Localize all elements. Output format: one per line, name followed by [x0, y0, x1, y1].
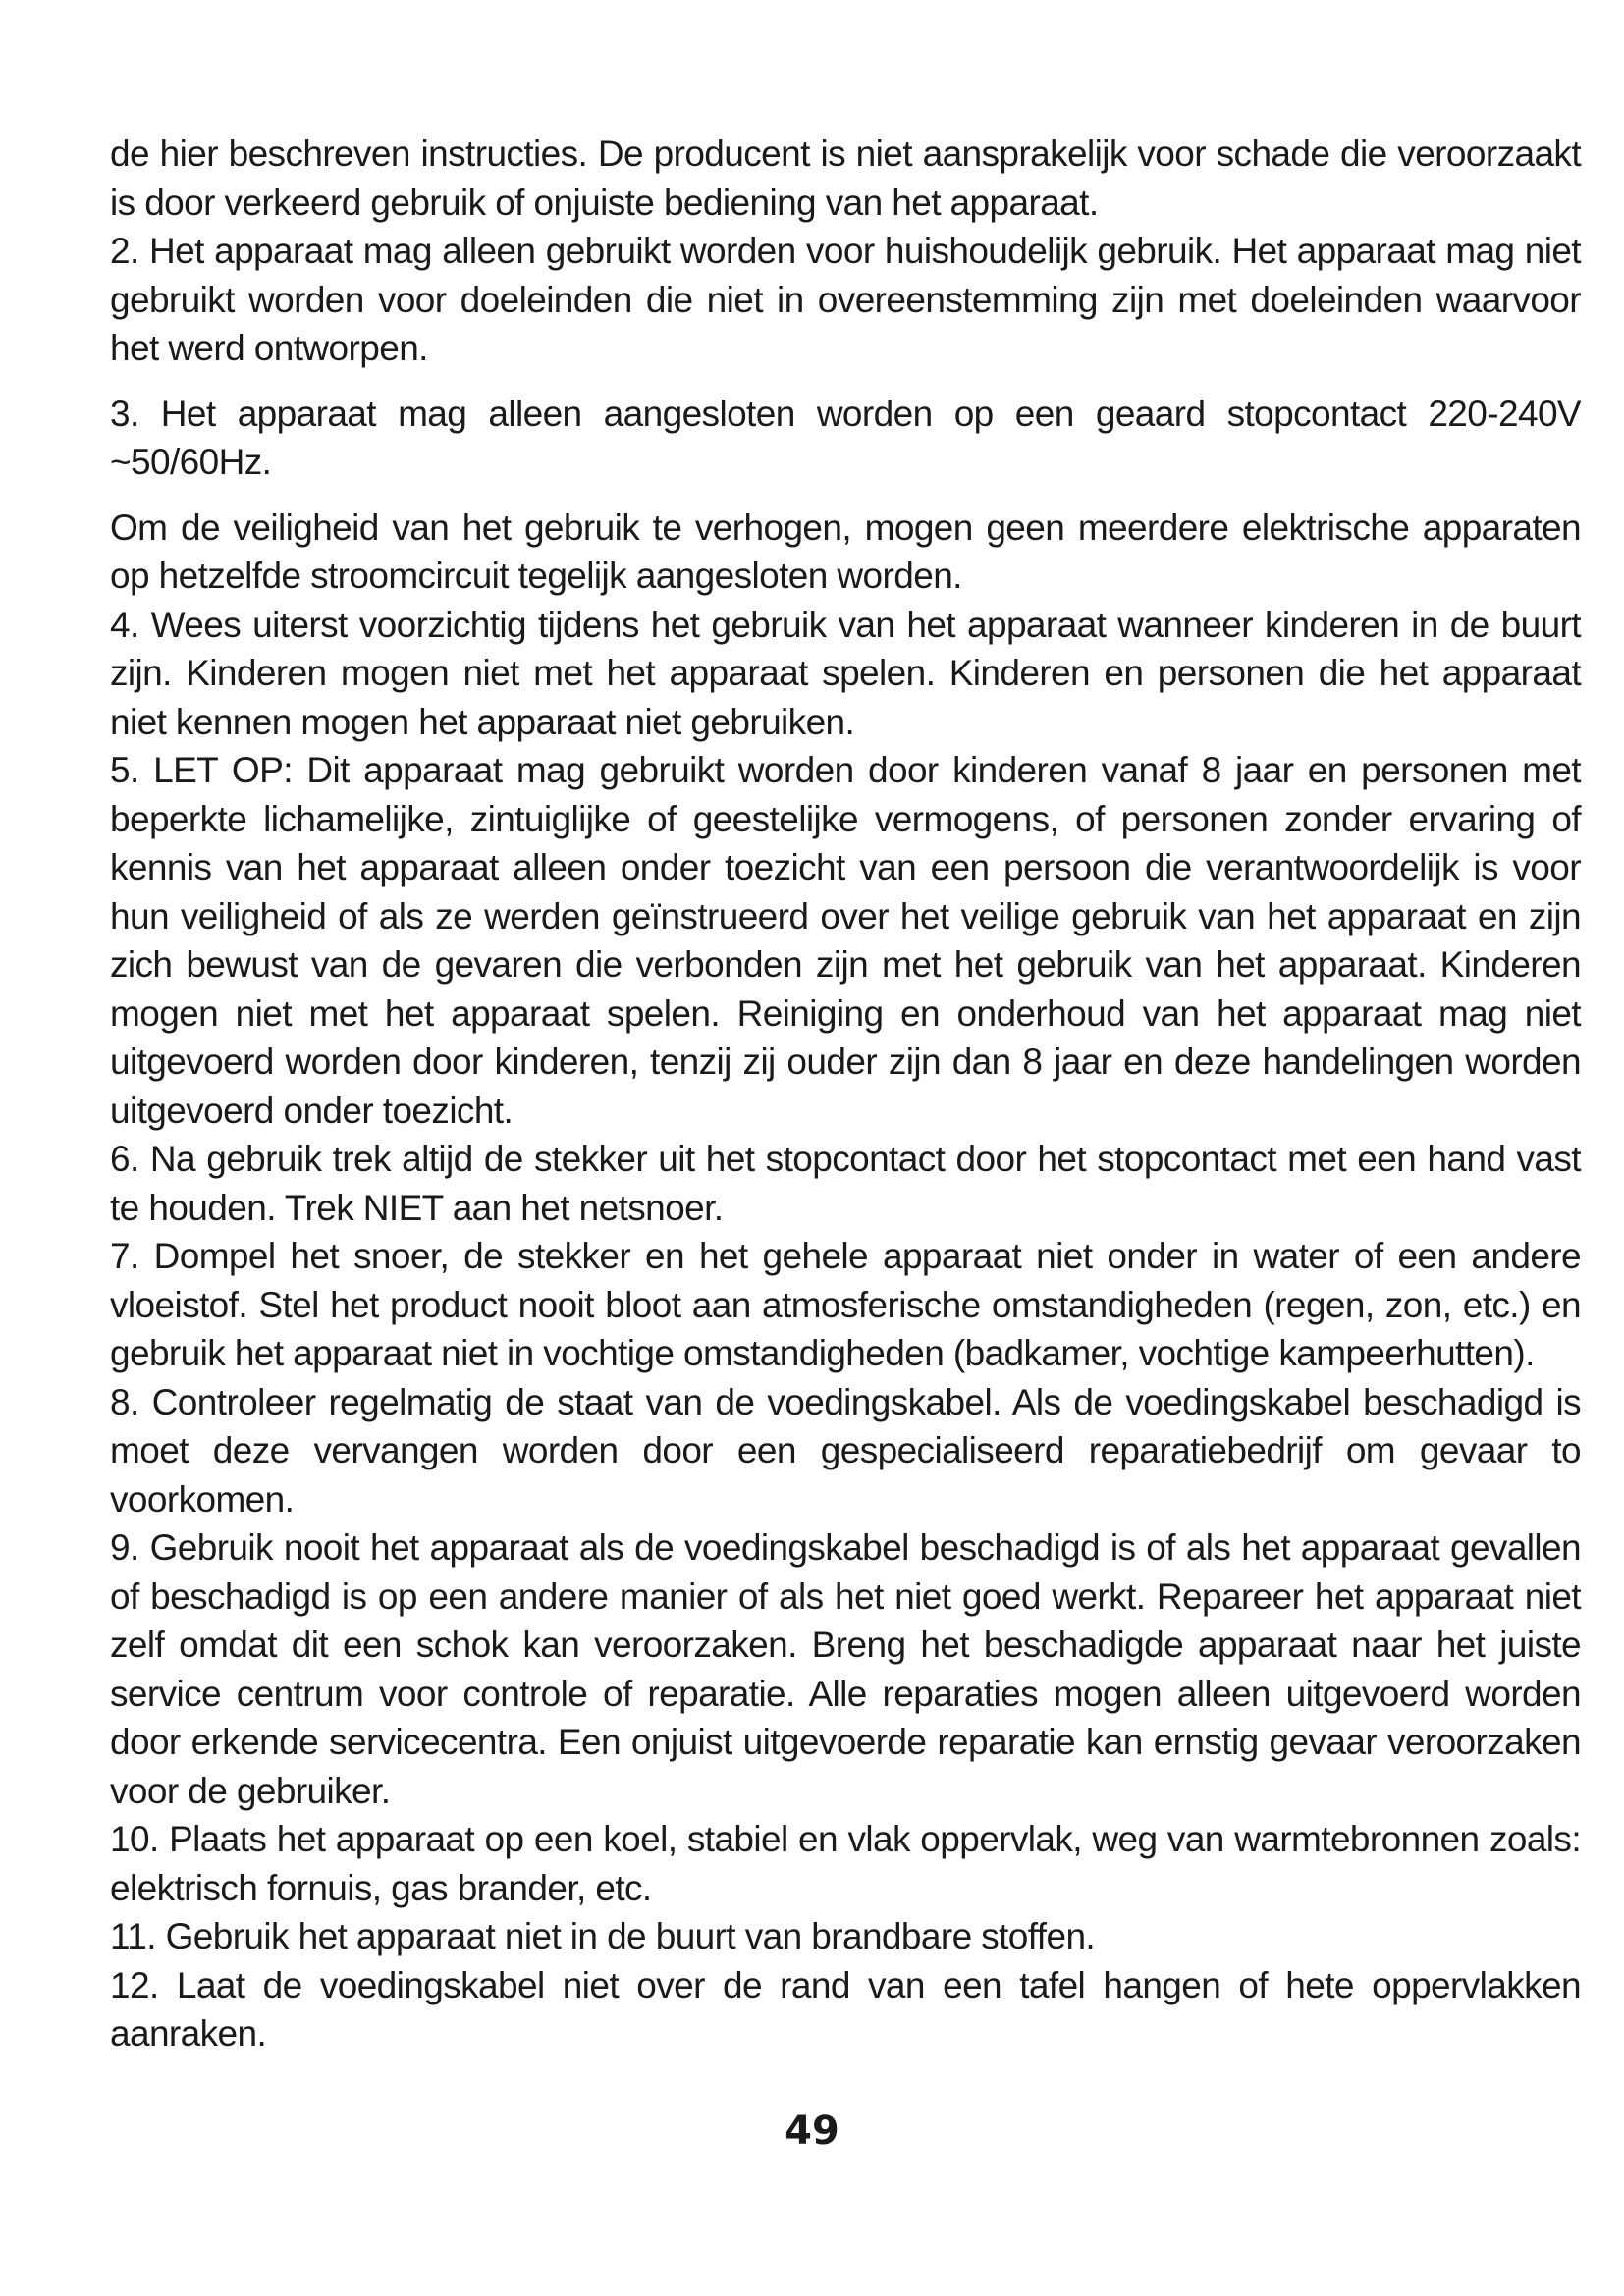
- page-number: 49: [785, 2109, 839, 2154]
- paragraph-intro-continued: de hier beschreven instructies. De producent is niet aansprakelijk voor schade die veroorzaakt is door verkeerd gebruik of onjuiste bediening van het apparaat.: [110, 133, 1581, 223]
- instruction-8: 8. Controleer regelmatig de staat van de voedingskabel. Als de voedingskabel beschadigd is moet deze vervangen worden door een gespecialiseerd reparatiebedrijf om gevaar to voorkomen.: [110, 1381, 1581, 1520]
- manual-page-body: [110, 130, 1581, 2058]
- instruction-10: 10. Plaats het apparaat op een koel, stabiel en vlak oppervlak, weg van warmtebronnen zoals: elektrisch fornuis, gas brander, etc.: [110, 1819, 1581, 1908]
- instruction-5: 5. LET OP: Dit apparaat mag gebruikt worden door kinderen vanaf 8 jaar en personen met beperkte lichamelijke, zintuiglijke of geestelijke vermogens, of personen zonder ervaring of kennis van het apparaat alleen onder toezicht van een persoon die verantwoordelijk is voor hun veiligheid of als ze werden geïnstrueerd over het veilige gebruik van het apparaat en zijn zich bewust van de gevaren die verbonden zijn met het gebruik van het apparaat. Kinderen mogen niet met het apparaat spelen. Reiniging en onderhoud van het apparaat mag niet uitgevoerd worden door kinderen, tenzij zij ouder zijn dan 8 jaar en deze handelingen worden uitgevoerd onder toezicht.: [110, 750, 1581, 1131]
- safety-note-circuit: Om de veiligheid van het gebruik te verhogen, mogen geen meerdere elektrische apparaten op hetzelfde stroomcircuit tegelijk aangesloten worden.: [110, 507, 1581, 596]
- instruction-9: 9. Gebruik nooit het apparaat als de voedingskabel beschadigd is of als het apparaat gevallen of beschadigd is op een andere manier of als het niet goed werkt. Repareer het apparaat niet zelf omdat dit een schok kan veroorzaken. Breng het beschadigde apparaat naar het juiste service centrum voor controle of reparatie. Alle reparaties mogen alleen uitgevoerd worden door erkende servicecentra. Een onjuist uitgevoerde reparatie kan ernstig gevaar veroorzaken voor de gebruiker.: [110, 1527, 1581, 1811]
- instruction-7: 7. Dompel het snoer, de stekker en het gehele apparaat niet onder in water of een andere vloeistof. Stel het product nooit bloot aan atmosferische omstandigheden (regen, zon, etc.) en gebruik het apparaat niet in vochtige omstandigheden (badkamer, vochtige kampeerhutten).: [110, 1236, 1581, 1373]
- instruction-3: 3. Het apparaat mag alleen aangesloten worden op een geaard stopcontact 220-240V ~50/60Hz.: [110, 393, 1581, 482]
- instruction-11: 11. Gebruik het apparaat niet in de buurt van brandbare stoffen.: [110, 1916, 1096, 1956]
- instruction-4: 4. Wees uiterst voorzichtig tijdens het gebruik van het apparaat wanneer kinderen in de buurt zijn. Kinderen mogen niet met het apparaat spelen. Kinderen en personen die het apparaat niet kennen mogen het apparaat niet gebruiken.: [110, 604, 1581, 742]
- instruction-6: 6. Na gebruik trek altijd de stekker uit het stopcontact door het stopcontact met een hand vast te houden. Trek NIET aan het netsnoer.: [110, 1139, 1581, 1228]
- instruction-2: 2. Het apparaat mag alleen gebruikt worden voor huishoudelijk gebruik. Het apparaat mag niet gebruikt worden voor doeleinden die niet in overeenstemming zijn met doeleinden waarvoor het werd ontworpen.: [110, 231, 1581, 368]
- instruction-12: 12. Laat de voedingskabel niet over de rand van een tafel hangen of hete oppervlakken aanraken.: [110, 1964, 1581, 2054]
